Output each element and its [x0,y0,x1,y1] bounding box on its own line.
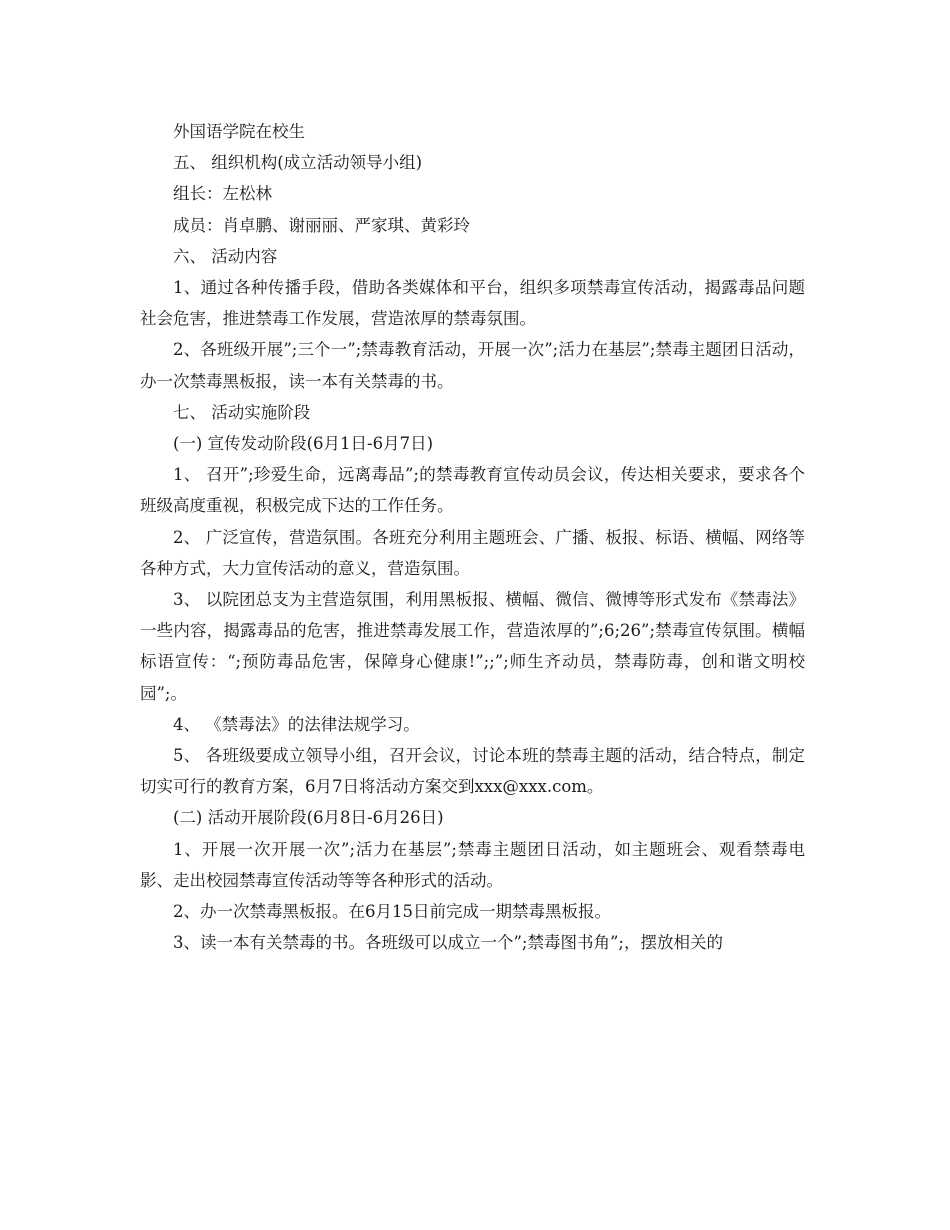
paragraph-stage-one-1: 1、 召开”;珍爱生命，远离毒品”;的禁毒教育宣传动员会议，传达相关要求，要求各个班级高度重视，积极完成下达的工作任务。 [140,465,805,516]
paragraph-members: 成员：肖卓鹏、谢丽丽、严家琪、黄彩玲 [173,215,470,235]
paragraph-stage-one-2: 2、 广泛宣传，营造氛围。各班充分利用主题班会、广播、板报、标语、横幅、网络等各种方式，大力宣传活动的意义，营造氛围。 [140,527,805,578]
heading-implementation-stages: 七、 活动实施阶段 [173,402,311,422]
paragraph-content-2: 2、各班级开展”;三个一”;禁毒教育活动，开展一次”;活力在基层”;禁毒主题团日活动，办一次禁毒黑板报，读一本有关禁毒的书。 [140,340,805,391]
heading-stage-two: (二) 活动开展阶段(6月8日-6月26日) [173,808,444,828]
paragraph-stage-two-2: 2、办一次禁毒黑板报。在6月15日前完成一期禁毒黑板报。 [173,902,611,922]
paragraph-stage-two-1: 1、开展一次开展一次”;活力在基层”;禁毒主题团日活动，如主题班会、观看禁毒电影、走出校园禁毒宣传活动等等各种形式的活动。 [140,839,805,890]
document-body [140,116,805,958]
heading-organization: 五、 组织机构(成立活动领导小组) [173,153,423,173]
heading-stage-one: (一) 宣传发动阶段(6月1日-6月7日) [173,434,434,454]
paragraph-stage-two-3: 3、读一本有关禁毒的书。各班级可以成立一个”;禁毒图书角”;，摆放相关的 [173,933,723,953]
paragraph-group-leader: 组长：左松林 [173,184,272,204]
heading-activity-content: 六、 活动内容 [173,246,278,266]
paragraph-stage-one-4: 4、 《禁毒法》的法律法规学习。 [173,714,420,734]
paragraph-content-1: 1、通过各种传播手段，借助各类媒体和平台，组织多项禁毒宣传活动，揭露毒品问题社会危害，推进禁毒工作发展，营造浓厚的禁毒氛围。 [140,278,805,329]
paragraph-stage-one-5: 5、 各班级要成立领导小组，召开会议，讨论本班的禁毒主题的活动，结合特点，制定切实可行的教育方案，6月7日将活动方案交到xxx@xxx.com。 [140,746,805,797]
paragraph-target-audience: 外国语学院在校生 [173,122,305,141]
paragraph-stage-one-3: 3、 以院团总支为主营造氛围，利用黑板报、横幅、微信、微博等形式发布《禁毒法》一些内容，揭露毒品的危害，推进禁毒发展工作，营造浓厚的”;6;26”;禁毒宣传氛围。横幅标语宣传：“;预防毒品危害，保障身心健康!”;;”;师生齐动员，禁毒防毒，创和谐文明校园”;。 [140,590,805,703]
